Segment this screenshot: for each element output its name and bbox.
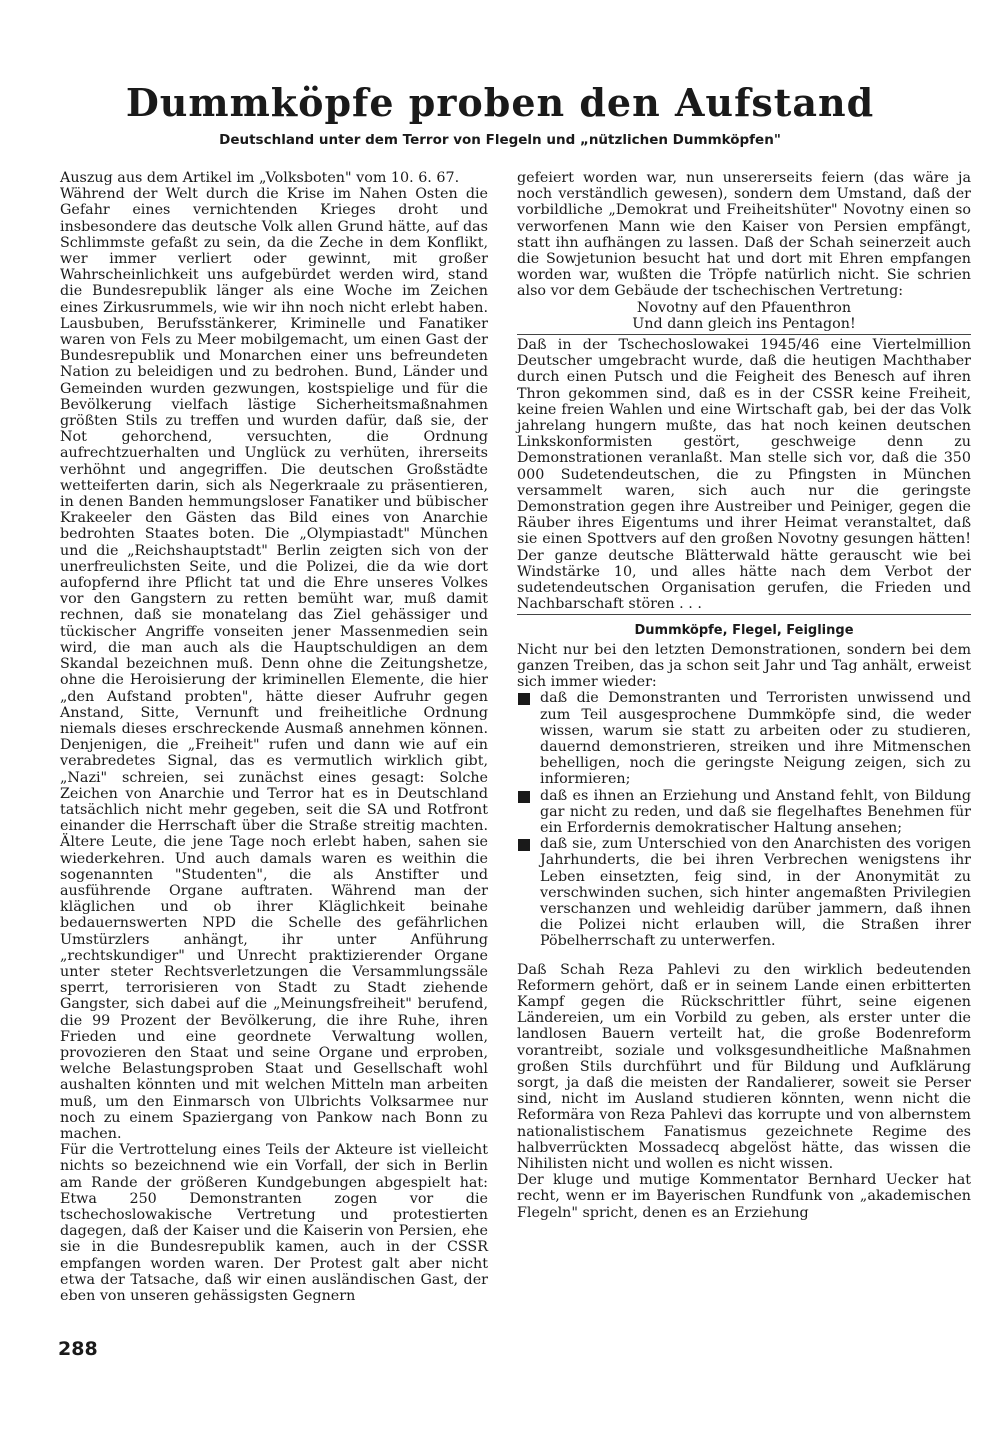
source-note: Auszug aus dem Artikel im „Volksboten" vom 10. 6. 67. [60,170,460,186]
section-heading: Dummköpfe, Flegel, Feiglinge [634,623,854,639]
divider [517,614,971,615]
verse-line: Und dann gleich ins Pentagon! [632,315,856,332]
paragraph: Daß Schah Reza Pahlevi zu den wirklich bedeutenden Reformern gehört, daß er in seinem Lande einen erbitterten Kampf gegen die Rückschrittler führt, seine eigenen Ländereien, um ein Vorbild zu geben, als erster unter die landlosen Bauern verteilt hat, die große Bodenreform vorantreibt, soziale und volksgesundheitliche Maßnahmen großen Stils durchführt und für Bildung und Aufklärung sorgt, ja daß die meisten der Randalierer, soweit sie Perser sind, nicht im Ausland studieren könnten, wenn nicht die Reformära von Reza Pahlevi das korrupte und von albernstem nationalistischem Fanatismus gezeichnete Regime des halbverrückten Mossadecq abgelöst hätte, das wissen die Nihilisten nicht und wollen es nicht wissen. [517,961,971,1172]
list-item [517,788,971,837]
list-item [517,836,971,949]
verse-line: Novotny auf den Pfauenthron [636,299,852,316]
paragraph: gefeiert worden war, nun unsererseits feiern (das wäre ja noch verständlich gewesen), sondern dem Umstand, daß der vorbildliche „Demokrat und Freiheitshüter" Novotny einen so verworfenen Mann wie den Kaiser von Persien empfängt, statt ihn aufhängen zu lassen. Daß der Schah seinerzeit auch die Sowjetunion besucht hat und dort mit Ehren empfangen worden war, wußten die Tröpfe natürlich nicht. Sie schrien also vor dem Gebäude der tschechischen Vertretung: [517,170,971,300]
paragraph: Der kluge und mutige Kommentator Bernhard Uecker hat recht, wenn er im Bayerischen Rundfunk von „akademischen Flegeln" spricht, denen es an Erziehung [517,1172,971,1221]
paragraph: Für die Vertrottelung eines Teils der Akteure ist vielleicht nichts so bezeichnend wie ein Vorfall, der sich in Berlin am Rande der größeren Kundgebungen abgespielt hat: Etwa 250 Demonstranten zogen vor die tschechoslowakische Vertretung und protestierten dagegen, daß der Kaiser und die Kaiserin von Persien, ehe sie in die Bundesrepublik kamen, auch in der CSSR empfangen worden waren. Der Protest galt aber nicht etwa der Tatsache, daß wir einen ausländischen Gast, der eben von unseren gehässigsten Gegnern [60,1142,488,1305]
page-number: 288 [58,1338,98,1360]
article-subtitle: Deutschland unter dem Terror von Flegeln und „nützlichen Dummköpfen" [219,132,781,148]
left-column [60,170,488,1304]
paragraph: Daß in der Tschechoslowakei 1945/46 eine Viertelmillion Deutscher umgebracht wurde, daß die heutigen Machthaber durch einen Putsch und die Feigheit des Benesch auf ihren Thron gekommen sind, daß es in der CSSR keine Freiheit, keine freien Wahlen und eine Wirtschaft gab, bei der das Volk jahrelang hungern mußte, das hat noch keinen deutschen Linkskonformisten gestört, geschweige denn zu Demonstrationen veranlaßt. Man stelle sich vor, daß die 350 000 Sudetendeutschen, die zu Pfingsten in München versammelt waren, sich auch nur die geringste Demonstration gegen ihre Austreiber und Peiniger, gegen die Räuber ihres Eigentums und ihrer Heimat veranstaltet, daß sie einen Spottvers auf den großen Novotny gesungen hätten! Der ganze deutsche Blätterwald hätte gerauscht wie bei Windstärke 10, und alles hätte nach dem Verbot der sudetendeutschen Organisation gerufen, die Frieden und Nachbarschaft stören . . . [517,337,971,613]
list-item [517,690,971,787]
square-bullet-icon [518,839,530,851]
right-column [517,170,971,1221]
list-item-text: daß sie, zum Unterschied von den Anarchisten des vorigen Jahrhunderts, die bei ihren Verbrechen wenigstens ihr Leben einsetzten, feig sind, in der Anonymität zu verschwinden suchen, sich hinter angemaßten Privilegien verschanzen und wehleidig darüber jammern, daß ihnen die Polizei nicht erlauben will, die Straßen ihrer Pöbelherrschaft zu unterwerfen. [540,836,971,950]
list-item-text: daß es ihnen an Erziehung und Anstand fehlt, von Bildung gar nicht zu reden, und daß sie flegelhaftes Benehmen für ein Erfordernis demokratischer Haltung ansehen; [540,787,971,836]
list-item-text: daß die Demonstranten und Terroristen unwissend und zum Teil ausgesprochene Dummköpfe sind, die weder wissen, warum sie statt zu arbeiten oder zu studieren, dauernd demonstrieren, streiken und ihre Mitmenschen behelligen, noch die geringste Neigung zeigen, sich zu informieren; [540,690,971,788]
square-bullet-icon [518,693,530,705]
paragraph: Nicht nur bei den letzten Demonstrationen, sondern bei dem ganzen Treiben, das ja schon seit Jahr und Tag anhält, erweist sich immer wieder: [517,641,971,691]
article-title: Dummköpfe proben den Aufstand [125,80,875,125]
divider [517,334,971,335]
spacer [517,950,971,962]
square-bullet-icon [518,791,530,803]
paragraph: Während der Welt durch die Krise im Nahen Osten die Gefahr eines vernichtenden Krieges droht und insbesondere das deutsche Volk allen Grund hätte, auf das Schlimmste gefaßt zu sein, da die Zeche in dem Konflikt, wer immer verliert oder gewinnt, mit großer Wahrscheinlichkeit uns aufgebürdet werden wird, stand die Bundesrepublik länger als eine Woche im Zeichen eines Zirkusrummels, wie wir ihn noch nicht erlebt haben. Lausbuben, Berufsstänkerer, Kriminelle und Fanatiker waren von Fels zu Meer mobilgemacht, um einen Gast der Bundesrepublik und Monarchen einer uns befreundeten Nation zu beleidigen und zu bedrohen. Bund, Länder und Gemeinden wurden gezwungen, kostspielige und für die Bevölkerung vielfach lästige Sicherheitsmaßnahmen größten Stils zu treffen und wurden dafür, daß sie, der Not gehorchend, versuchten, die Ordnung aufrechtzuerhalten und Unglück zu verhüten, ihrerseits verhöhnt und angegriffen. Die deutschen Großstädte wetteiferten darin, sich als Negerkraale zu präsentieren, in denen Banden hemmungsloser Fanatiker und bübischer Krakeeler den Gästen das Bild eines von Anarchie bedrohten Staates boten. Die „Olympiastadt" München und die „Reichshauptstadt" Berlin zeigten sich von der unerfreulichsten Seite, und die Polizei, die da wie dort aufopfernd ihre Pflicht tat und die Ehre unseres Volkes vor den Gangstern zu retten bemüht war, muß damit rechnen, daß sie monatelang das Ziel gehässiger und tückischer Angriffe vonseiten jener Massenmedien sein wird, die man auch als die Hauptschuldigen an dem Skandal bezeichnen muß. Denn ohne die Zeitungshetze, ohne die Heroisierung der kriminellen Elemente, die hier „den Aufstand probten", hätte dieser Aufruhr gegen Anstand, Sitte, Vernunft und freiheitliche Ordnung niemals dieses erschreckende Ausmaß annehmen können. Denjenigen, die „Freiheit" rufen und dann wie auf ein verabredetes Signal, das es vermutlich wirklich gibt, „Nazi" schreien, sei zunächst eines gesagt: Solche Zeichen von Anarchie und Terror hat es in Deutschland tatsächlich nicht mehr gegeben, seit die SA und Rotfront einander die Herrschaft über die Straße streitig machten. Ältere Leute, die jene Tage noch erlebt haben, sahen sie wiederkehren. Und auch damals waren es weithin die sogenannten "Studenten", die als Anstifter und ausführende Organe auftraten. Während man der kläglichen und ob ihrer Kläglichkeit beinahe bedauernswerten NPD die Schelle des gefährlichen Umstürzlers anhängt, ihr unter Anführung „rechtskundiger" und Unrecht praktizierender Organe unter steter Rechtsverletzungen die Versammlungssäle sperrt, terrorisieren von Stadt zu Stadt ziehende Gangster, sich dabei auf die „Meinungsfreiheit" berufend, die 99 Prozent der Bevölkerung, die ihre Ruhe, ihren Frieden und eine geordnete Verwaltung wollen, provozieren den Staat und seine Organe und erproben, welche Belastungsproben Staat und Gesellschaft wohl aushalten könnten und mit welchen Mitteln man arbeiten muß, um den Einmarsch von Ulbrichts Volksarmee nur noch zu einem Spaziergang von Pankow nach Bonn zu machen. [60,186,488,1142]
